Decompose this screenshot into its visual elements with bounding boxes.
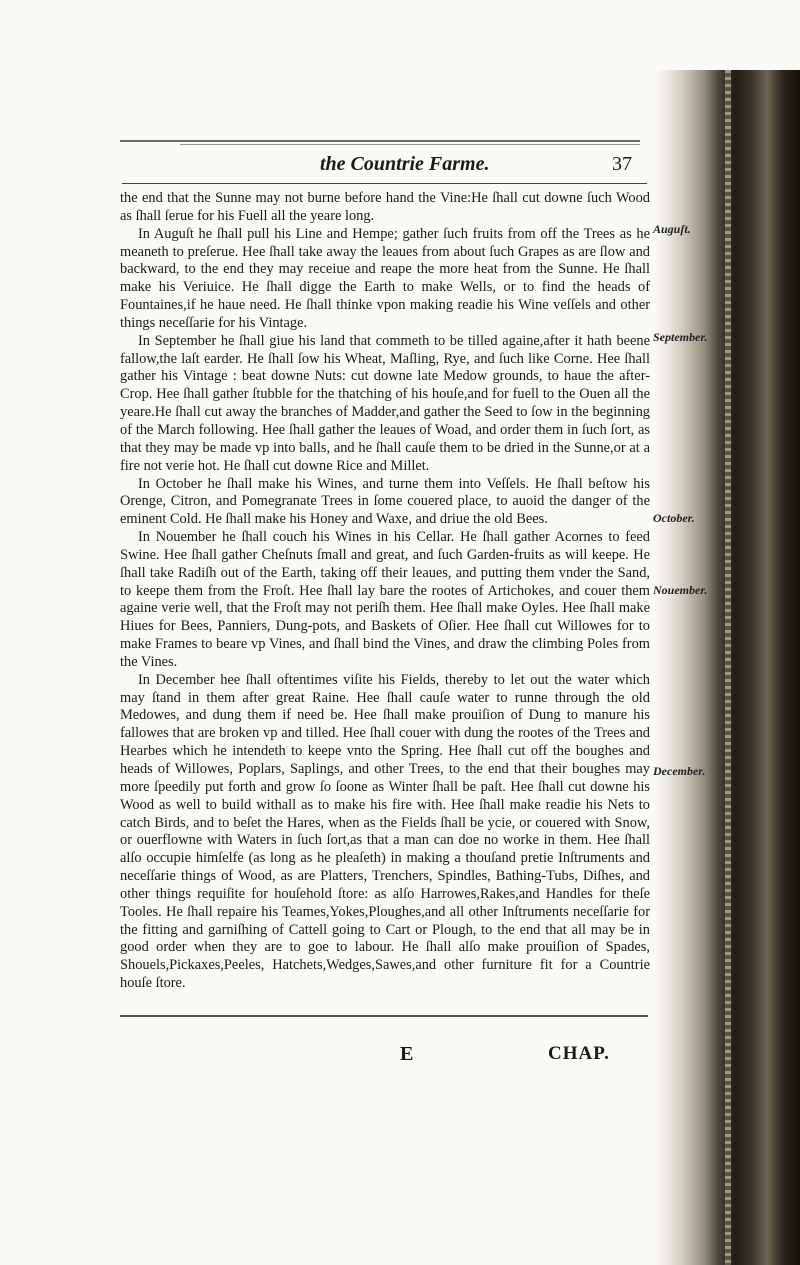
signature-mark: E xyxy=(400,1043,414,1065)
paragraph-september: In September he ſhall giue his land that commeth to be tilled againe,after it hath beene fallow,the laſt earder. He ſhall ſow his Wheat, Maſling, Rye, and ſuch like Corne. Hee ſhall gather his Vintage : beat downe Nuts: cut downe late Medow grounds, to haue the after-Crop. Hee ſhall gather ſtubble for the thatching of his houſe,and for fuell to the Ouen all the yeare.He ſhall cut away the branches of Madder,and gather the Seed to ſow in the beginning of the March following. Hee ſhall gather the leaues of Woad, and order them in ſuch ſort, as that they may be made vp into balls, and he ſhall cauſe them to be dried in the Sunne,or at a fire not verie hot. He ſhall cut downe Rice and Millet. xyxy=(120,332,650,474)
paragraph-october: In October he ſhall make his Wines, and turne them into Veſſels. He ſhall beſtow his Orenge, Citron, and Pomegranate Trees in ſome couered place, to auoid the danger of the eminent Cold. He ſhall make his Honey and Waxe, and driue the old Bees. xyxy=(120,475,650,528)
margin-note-november: Nouember. xyxy=(653,583,708,597)
top-rule xyxy=(120,140,640,142)
paragraph-november: In Nouember he ſhall couch his Wines in his Cellar. He ſhall gather Acornes to feed Swine. Hee ſhall gather Cheſnuts ſmall and great, and ſuch Garden-fruits as will keepe. He ſhall take Radiſh out of the Earth, taking off their leaues, and putting them vnder the Sand, to keepe them from the Froſt. Hee ſhall lay bare the rootes of Artichokes, and couer them againe verie well, that the Froſt may not periſh them. Hee ſhall make Oyles. Hee ſhall make Hiues for Bees, Panniers, Dung-pots, and Baskets of Oſier. Hee ſhall cut Willowes for to make Frames to beare vp Vines, and ſhall bind the Vines, and draw the climbing Poles from the Vines. xyxy=(120,529,650,670)
margin-note-october: October. xyxy=(653,511,695,525)
top-rule-thin xyxy=(180,144,640,145)
foot-rule xyxy=(120,1015,648,1017)
paragraph-intro: the end that the Sunne may not burne before hand the Vine:He ſhall cut downe ſuch Wood as ſhall ſerue for his Fuell all the yeare long. xyxy=(120,190,650,224)
catchword: CHAP. xyxy=(548,1043,610,1064)
running-title: the Countrie Farme. xyxy=(320,153,490,175)
margin-note-september: September. xyxy=(653,330,708,344)
paragraph-december: In December hee ſhall oftentimes viſite his Fields, thereby to let out the water which may ſtand in them after great Raine. Hee ſhall cauſe water to runne through the old Medowes, and dung them if need be. Hee ſhall make prouiſion of Dung to manure his fallowes that are broken vp and tilled. Hee ſhall couer with dung the rootes of the Trees and Hearbes which he intendeth to keepe vnto the Spring. Hee ſhall cut off the boughes and heads of Willowes, Poplars, Saplings, and other Trees, to the end that their boughes may more ſpeedily put forth and grow ſo ſoone as Winter ſhall be paſt. Hee ſhall cut downe his Wood as well to build withall as to make his fire with. Hee ſhall make readie his Nets to catch Birds, and to beſet the Hares, when as the Fields ſhall be ycie, or couered with Snow, or ouerflowne with Waters in ſuch ſort,as that a man can doe no worke in them. Hee ſhall alſo occupie himſelfe (as long as he pleaſeth) in making a thouſand pretie Inſtruments and neceſſarie things of Wood, as are Platters, Trenchers, Spindles, Bathing-Tubs, Diſhes, and other things requiſite for houſehold ſtore: as alſo Harrowes,Rakes,and Handles for theſe Tooles. He ſhall repaire his Teames,Yokes,Ploughes,and all other Inſtruments neceſſarie for the fitting and garniſhing of Cattell going to Cart or Plough, to the end that all may be in good order when they are to goe to labour. He ſhall alſo make prouiſion of Spades, Shouels,Pickaxes,Peeles, Hatchets,Wedges,Sawes,and other furniture fit for a Countrie houſe ſtore. xyxy=(120,671,650,992)
paragraph-august: In Auguſt he ſhall pull his Line and Hempe; gather ſuch fruits from off the Trees as he meaneth to preſerue. Hee ſhall take away the leaues from about ſuch Grapes as are ſlow and backward, to the end they may receiue and reape the more heat from the Sunne. He ſhall make his Veriuice. He ſhall digge the Earth to make Wells, or to find the heads of Fountaines,if he haue need. He ſhall thinke vpon making readie his Wine veſſels and other things neceſſarie for his Vintage. xyxy=(120,225,650,331)
running-head xyxy=(120,153,640,179)
margin-note-december: December. xyxy=(653,764,706,778)
book-spine xyxy=(655,70,800,1265)
head-rule xyxy=(122,183,647,184)
body-text xyxy=(120,190,650,993)
margin-note-august: Auguſt. xyxy=(653,222,691,236)
page-number: 37 xyxy=(612,153,632,175)
